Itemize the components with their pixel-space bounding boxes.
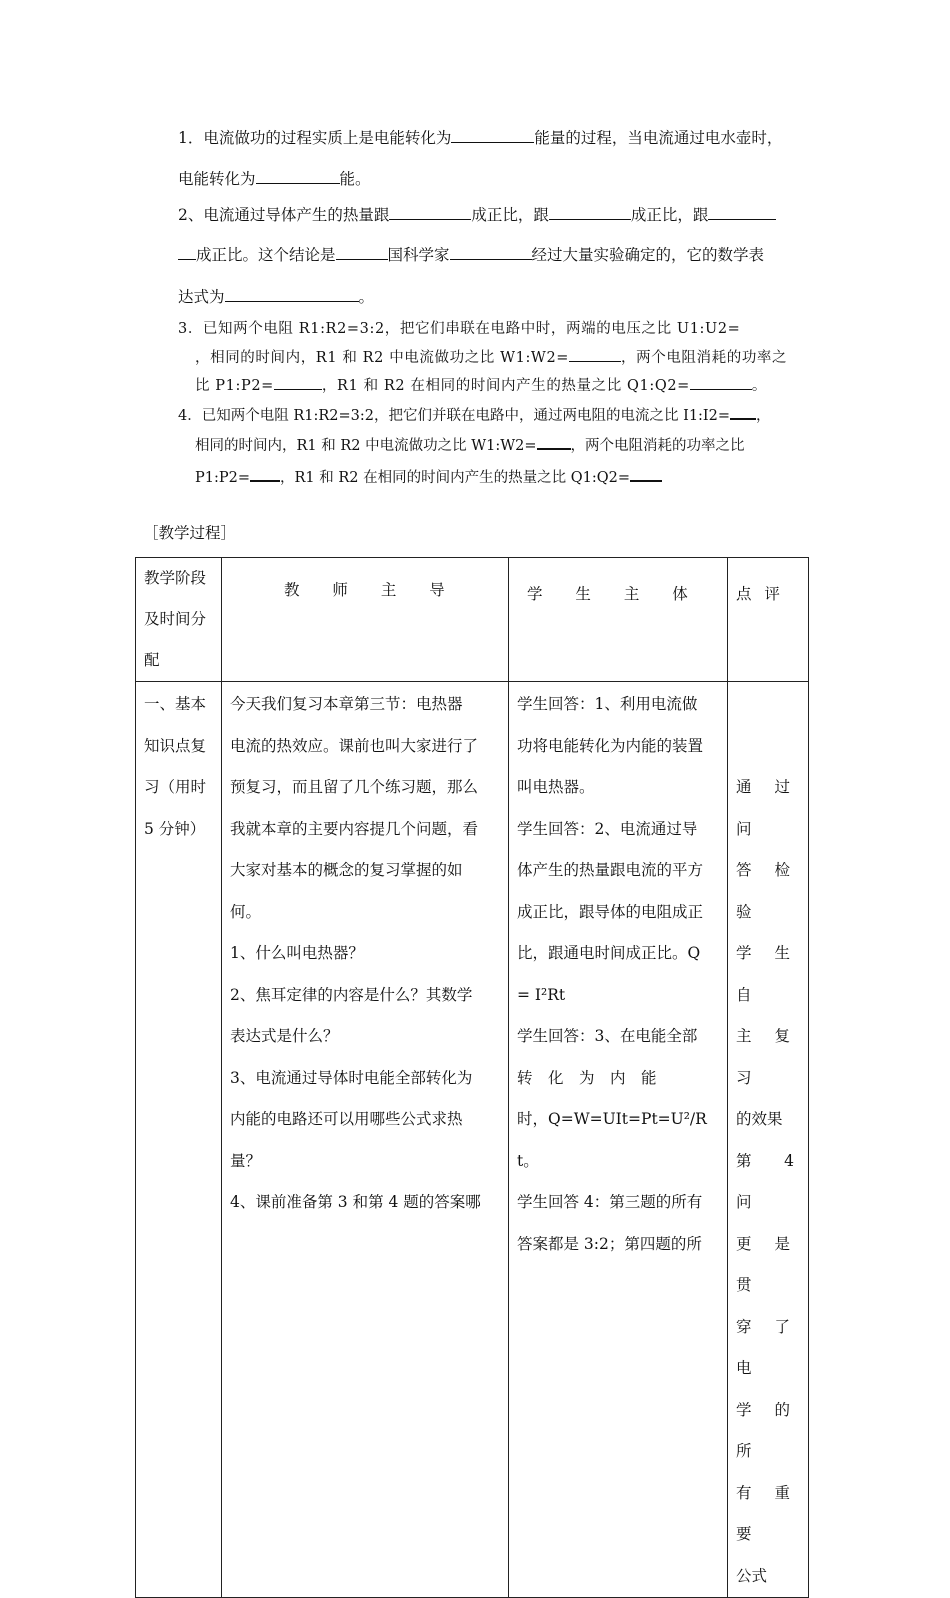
teacher-line: 2、焦耳定律的内容是什么？其数学 [230, 985, 473, 1004]
q4-text-e: P1:P2= [195, 470, 250, 486]
student-line: 学生回答 4：第三题的所有 [517, 1193, 703, 1211]
q2-text-h: 。 [358, 288, 375, 306]
blank [537, 434, 571, 450]
section-title-text: ［教学过程］ [143, 524, 237, 542]
stage-line: 习（用时 [144, 778, 207, 796]
section-title [143, 523, 236, 543]
q3-text-d: 比 P1:P2= [195, 378, 274, 394]
stage-line: 知识点复 [144, 736, 207, 755]
stage-line: 5 分钟） [144, 819, 206, 838]
q2-text-b: 成正比，跟 [471, 206, 549, 224]
q2-text-f: 经过大量实验确定的，它的数学表 [531, 246, 765, 264]
teacher-line: 1、什么叫电热器？ [230, 944, 364, 962]
review-line: 公式 [736, 1566, 768, 1585]
table-row [136, 682, 809, 1598]
review-line: 第 4 问 [736, 1151, 800, 1211]
q1-text-c: 电能转化为 [178, 170, 256, 188]
blank [250, 466, 280, 482]
teacher-line: 量？ [230, 1151, 262, 1170]
blank [690, 375, 752, 390]
q4-text-c: 相同的时间内，R1 和 R2 中电流做功之比 W1:W2= [195, 438, 537, 454]
header-stage-line: 及时间分 [144, 610, 207, 628]
q4-line2 [195, 434, 745, 456]
teacher-line: 大家对基本的概念的复习掌握的如 [230, 861, 463, 879]
review-line: 更是贯 [736, 1234, 800, 1294]
q3-text-f: 。 [751, 378, 768, 394]
row1-review [728, 682, 809, 1598]
q2-text-a: 2、电流通过导体产生的热量跟 [178, 206, 390, 224]
header-review [728, 558, 809, 682]
blank [730, 404, 756, 420]
q3-text-c: ，两个电阻消耗的功率之 [621, 350, 788, 366]
student-line: 功将电能转化为内能的装置 [517, 736, 704, 755]
blank [274, 375, 322, 390]
q2-line2 [178, 245, 764, 265]
q2-text-g: 达式为 [178, 288, 225, 306]
q1-line1 [178, 128, 782, 148]
review-line: 学的所 [736, 1400, 800, 1460]
student-line: 学生回答：3、在电能全部 [517, 1027, 698, 1045]
row1-stage [136, 682, 222, 1598]
blank [256, 169, 340, 184]
teacher-line: 4、课前准备第 3 和第 4 题的答案哪 [230, 1193, 481, 1211]
teacher-line: 表达式是什么？ [230, 1027, 339, 1045]
q1-text-d: 能。 [339, 170, 371, 188]
q2-text-c: 成正比，跟 [630, 206, 709, 224]
q3-text-e: ，R1 和 R2 在相同的时间内产生的热量之比 Q1:Q2= [321, 378, 690, 394]
header-student [509, 558, 728, 682]
header-stage-line: 配 [144, 651, 160, 669]
q4-line3 [195, 466, 662, 488]
student-line: 时，Q=W=UIt=Pt=U²/R t。 [517, 1110, 707, 1170]
teacher-line: 今天我们复习本章第三节：电热器 [230, 695, 463, 713]
student-line: 答案都是 3:2；第四题的所 [517, 1234, 702, 1253]
review-line: 学生自 [736, 944, 800, 1004]
blank [450, 245, 532, 260]
blank [549, 205, 631, 220]
q4-text-b: ， [756, 408, 771, 424]
student-line: 成正比，跟导体的电阻成正 [517, 902, 704, 921]
blank [569, 347, 621, 362]
review-line: 答检验 [736, 861, 800, 921]
teacher-line: 何。 [230, 902, 262, 921]
blank [225, 287, 359, 302]
blank [708, 205, 776, 220]
q4-text-a: 4．已知两个电阻 R1:R2=3:2，把它们并联在电路中，通过两电阻的电流之比 I1:I2= [178, 408, 731, 424]
q3-line2 [195, 347, 787, 368]
review-line: 的效果 [736, 1110, 783, 1128]
student-line: 体产生的热量跟电流的平方 [517, 861, 704, 879]
review-line: 通过问 [736, 778, 800, 838]
review-line: 穿了电 [736, 1317, 800, 1377]
teacher-line: 电流的热效应。课前也叫大家进行了 [230, 736, 479, 755]
student-line: 转 化 为 内 能 [517, 1068, 657, 1087]
student-line: 学生回答：1、利用电流做 [517, 695, 698, 713]
q1-text-a: 1．电流做功的过程实质上是电能转化为 [178, 129, 452, 147]
q3-line3 [195, 375, 767, 396]
header-stage [136, 558, 222, 682]
student-line: = I²Rt [517, 985, 566, 1004]
q4-text-d: ，两个电阻消耗的功率之比 [570, 438, 745, 454]
student-line: 学生回答：2、电流通过导 [517, 819, 698, 838]
row1-student [509, 682, 728, 1598]
review-line: 有重要 [736, 1483, 800, 1543]
q2-text-e: 国科学家 [387, 246, 450, 264]
teacher-line: 内能的电路还可以用哪些公式求热 [230, 1110, 463, 1128]
blank [630, 466, 662, 482]
q1-line2 [178, 169, 371, 189]
q2-text-d: 成正比。这个结论是 [196, 246, 336, 264]
row1-teacher [222, 682, 509, 1598]
teacher-line: 3、电流通过导体时电能全部转化为 [230, 1068, 473, 1087]
header-stage-line: 教学阶段 [144, 569, 207, 587]
q2-line1 [178, 205, 776, 225]
q3-text-b: ，相同的时间内，R1 和 R2 中电流做功之比 W1:W2= [195, 350, 570, 366]
blank [336, 245, 388, 260]
header-teacher [222, 558, 509, 682]
lesson-plan-table [135, 557, 809, 1598]
blank [389, 205, 471, 220]
blank [178, 245, 196, 260]
header-review-text: 点 评 [736, 585, 784, 603]
header-teacher-text: 教 师 主 导 [284, 581, 459, 599]
review-line: 主复习 [736, 1027, 800, 1087]
q2-line3 [178, 287, 374, 307]
student-line: 叫电热器。 [517, 778, 595, 796]
teacher-line: 预复习，而且留了几个练习题，那么 [230, 778, 479, 796]
student-line: 比，跟通电时间成正比。Q [517, 944, 701, 962]
q4-line1 [178, 404, 771, 426]
stage-line: 一、基本 [144, 695, 207, 713]
blank [451, 128, 534, 143]
q3-line1 [178, 319, 740, 339]
q4-text-f: ，R1 和 R2 在相同的时间内产生的热量之比 Q1:Q2= [280, 470, 630, 486]
teacher-line: 我就本章的主要内容提几个问题，看 [230, 819, 479, 838]
q1-text-b: 能量的过程，当电流通过电水壶时， [534, 129, 783, 147]
table-header-row [136, 558, 809, 682]
q3-text-a: 3．已知两个电阻 R1:R2=3:2，把它们串联在电路中时，两端的电压之比 U1:U2= [178, 321, 741, 337]
header-student-text: 学 生 主 体 [527, 585, 702, 603]
